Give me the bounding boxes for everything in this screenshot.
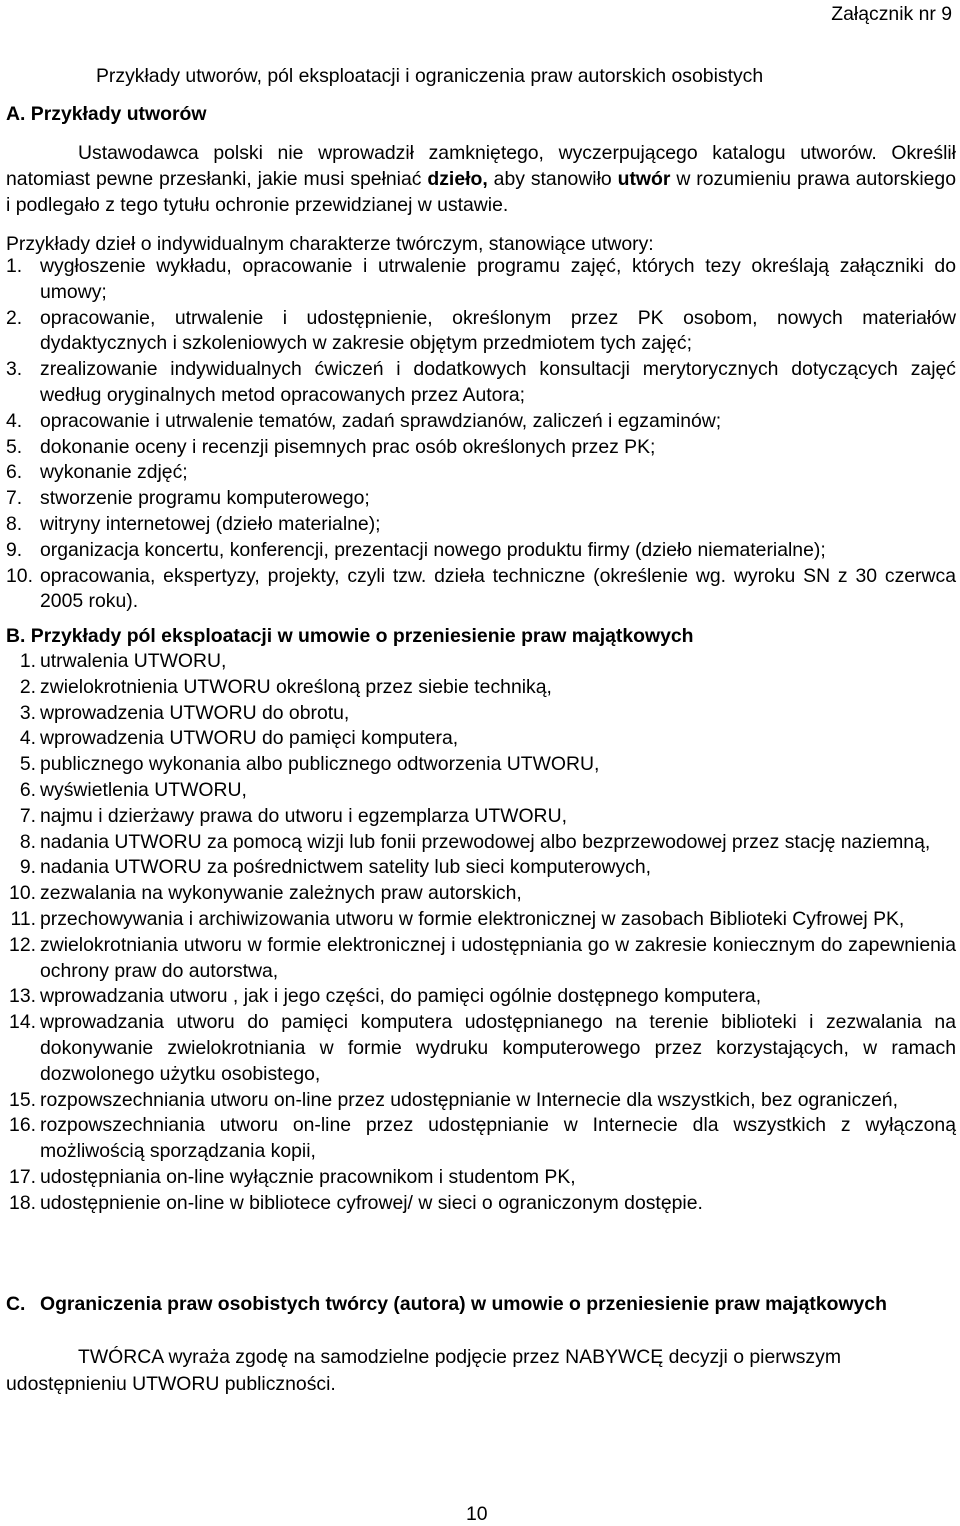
intro-text-1: Ustawodawca polski nie wprowadził zamkniętego, wyczerpującego katalogu utworów. Określił natomiast pewne przesłanki, jakie musi spełniać <box>6 142 956 190</box>
section-c-label: C. <box>6 1293 26 1315</box>
list-item-number: 7. <box>19 804 36 827</box>
list-item-text: zezwalania na wykonywanie zależnych praw autorskich, <box>40 882 522 905</box>
section-a-heading: A. Przykłady utworów <box>6 103 207 125</box>
field-item <box>6 881 956 907</box>
list-item-text: udostępnienie on-line w bibliotece cyfrowej/ w sieci o ograniczonym dostępie. <box>40 1191 703 1214</box>
field-item <box>6 726 956 752</box>
list-item-text: wprowadzania utworu , jak i jego części, do pamięci ogólnie dostępnego komputera, <box>40 985 762 1008</box>
field-item <box>6 701 956 727</box>
work-item <box>6 512 956 538</box>
work-item <box>6 486 956 512</box>
field-item <box>6 1088 956 1114</box>
list-item-text: najmu i dzierżawy prawa do utworu i egzemplarza UTWORU, <box>40 804 567 827</box>
field-item <box>6 907 956 933</box>
list-item-number: 8. <box>19 830 36 853</box>
field-item <box>6 830 956 856</box>
field-item <box>6 778 956 804</box>
list-item-text: stworzenie programu komputerowego; <box>40 487 370 510</box>
field-item <box>6 675 956 701</box>
list-item-text: wprowadzania utworu do pamięci komputera udostępnianego na terenie biblioteki i zezwalania na dokonywanie zwielokrotniania w formie wydruku komputerowego przez korzystających, w ramach dozwolonego użytku osobistego, <box>40 1011 956 1085</box>
list-item-text: dokonanie oceny i recenzji pisemnych prac osób określonych przez PK; <box>40 435 656 458</box>
works-list <box>6 254 956 615</box>
list-item-text: zrealizowanie indywidualnych ćwiczeń i dodatkowych konsultacji merytorycznych dotyczących zajęć według oryginalnych metod opracowanych przez Autora; <box>40 358 956 406</box>
list-item-text: publicznego wykonania albo publicznego odtworzenia UTWORU, <box>40 753 600 776</box>
field-item <box>6 1113 956 1165</box>
closing-text: TWÓRCA wyraża zgodę na samodzielne podjęcie przez NABYWCĘ decyzji o pierwszym udostępnieniu UTWORU publiczności. <box>6 1346 841 1395</box>
field-item <box>6 933 956 985</box>
list-item-number: 11. <box>10 907 36 930</box>
list-item-number: 6. <box>19 778 36 801</box>
list-item-text: wprowadzenia UTWORU do pamięci komputera, <box>40 727 459 750</box>
list-item-number: 9. <box>19 856 36 879</box>
list-item-number: 13. <box>9 985 36 1008</box>
list-item-number: 9. <box>6 538 23 561</box>
work-item <box>6 460 956 486</box>
field-item <box>6 804 956 830</box>
list-item-text: rozpowszechniania utworu on-line przez udostępnianie w Internecie dla wszystkich z wyłączoną możliwością sporządzania kopii, <box>40 1114 956 1163</box>
examples-lead: Przykłady dzieł o indywidualnym charakterze twórczym, stanowiące utwory: <box>6 233 654 255</box>
list-item-number: 4. <box>6 409 23 432</box>
intro-text-3: w rozumieniu prawa autorskiego i podlegało z tego tytułu ochronie przewidzianej w ustawie. <box>6 168 956 216</box>
list-item-text: opracowanie, utrwalenie i udostępnienie, określonym przez PK osobom, nowych materiałów dydaktycznych i szkoleniowych w zakresie objętym przedmiotem tych zajęć; <box>40 306 956 355</box>
work-item <box>6 357 956 409</box>
list-item-number: 4. <box>19 727 36 750</box>
list-item-text: witryny internetowej (dzieło materialne); <box>40 512 381 535</box>
fields-list <box>6 649 956 1217</box>
work-item <box>6 254 956 306</box>
list-item-number: 8. <box>6 512 23 535</box>
field-item <box>6 1165 956 1191</box>
list-item-text: przechowywania i archiwizowania utworu w formie elektronicznej w zasobach Biblioteki Cyfrowej PK, <box>40 907 905 930</box>
page-number: 10 <box>466 1503 488 1525</box>
closing-paragraph <box>6 1344 956 1398</box>
list-item-number: 17. <box>9 1165 36 1188</box>
field-item <box>6 855 956 881</box>
work-item <box>6 564 956 616</box>
field-item <box>6 649 956 675</box>
list-item-number: 2. <box>6 306 23 329</box>
list-item-text: organizacja koncertu, konferencji, prezentacji nowego produktu firmy (dzieło niematerialne); <box>40 538 826 561</box>
list-item-text: nadania UTWORU za pomocą wizji lub fonii przewodowej albo bezprzewodowej przez stację naziemną, <box>40 830 931 853</box>
list-item-number: 15. <box>9 1088 36 1111</box>
list-item-number: 10. <box>6 564 33 587</box>
intro-text-2: aby stanowiło <box>487 168 618 190</box>
list-item-number: 10. <box>9 882 36 905</box>
section-c-text: Ograniczenia praw osobistych twórcy (autora) w umowie o przeniesienie praw majątkowych <box>40 1293 887 1315</box>
list-item-number: 3. <box>19 701 36 724</box>
list-item-text: opracowanie i utrwalenie tematów, zadań sprawdzianów, zaliczeń i egzaminów; <box>40 409 722 432</box>
list-item-text: zwielokrotnienia UTWORU określoną przez siebie techniką, <box>40 675 552 698</box>
list-item-number: 7. <box>6 487 23 510</box>
field-item <box>6 1191 956 1217</box>
list-item-number: 6. <box>6 461 23 484</box>
list-item-number: 12. <box>9 933 36 956</box>
list-item-text: wyświetlenia UTWORU, <box>40 778 247 801</box>
section-b-heading: B. Przykłady pól eksploatacji w umowie o przeniesienie praw majątkowych <box>6 625 694 647</box>
list-item-number: 2. <box>19 675 36 698</box>
field-item <box>6 752 956 778</box>
list-item-text: wykonanie zdjęć; <box>40 461 188 484</box>
list-item-number: 5. <box>6 435 23 458</box>
document-title: Przykłady utworów, pól eksploatacji i ograniczenia praw autorskich osobistych <box>96 65 764 87</box>
list-item-text: zwielokrotniania utworu w formie elektronicznej i udostępniania go w zakresie koniecznym do zapewnienia ochrony praw do autorstwa, <box>40 933 956 982</box>
work-item <box>6 538 956 564</box>
list-item-text: wprowadzenia UTWORU do obrotu, <box>40 701 350 724</box>
list-item-number: 14. <box>9 1011 36 1034</box>
field-item <box>6 984 956 1010</box>
list-item-text: utrwalenia UTWORU, <box>40 650 227 672</box>
list-item-number: 1. <box>6 255 23 277</box>
work-item <box>6 306 956 358</box>
intro-paragraph <box>6 140 956 218</box>
annex-label: Załącznik nr 9 <box>831 3 952 25</box>
list-item-number: 3. <box>6 358 23 381</box>
intro-bold-2: utwór <box>617 168 671 190</box>
list-item-text: rozpowszechniania utworu on-line przez udostępnianie w Internecie dla wszystkich, bez ograniczeń, <box>40 1088 898 1111</box>
work-item <box>6 409 956 435</box>
list-item-text: wygłoszenie wykładu, opracowanie i utrwalenie programu zajęć, których tezy określają załączniki do umowy; <box>40 255 956 303</box>
list-item-text: udostępniania on-line wyłącznie pracownikom i studentom PK, <box>40 1165 576 1188</box>
list-item-number: 16. <box>9 1114 36 1137</box>
work-item <box>6 435 956 461</box>
list-item-text: nadania UTWORU za pośrednictwem satelity lub sieci komputerowych, <box>40 856 652 879</box>
section-c-heading <box>6 1291 956 1317</box>
list-item-number: 18. <box>9 1191 36 1214</box>
field-item <box>6 1010 956 1087</box>
list-item-number: 1. <box>19 650 36 672</box>
list-item-number: 5. <box>19 753 36 776</box>
list-item-text: opracowania, ekspertyzy, projekty, czyli tzw. dzieła techniczne (określenie wg. wyroku SN z 30 czerwca 2005 roku). <box>40 564 956 613</box>
intro-bold-1: dzieło, <box>427 168 488 190</box>
